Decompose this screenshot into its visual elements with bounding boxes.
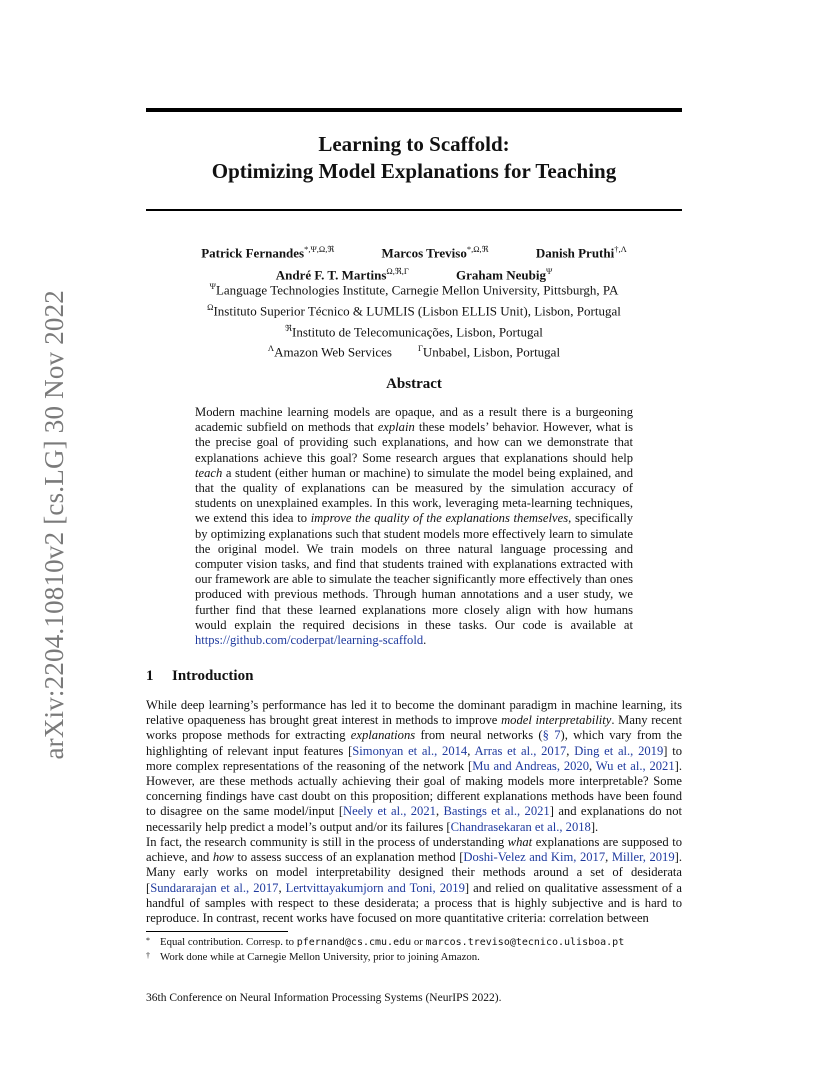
author-pruthi: Danish Pruthi$^{\dagger,\Lambda}$ <box>535 244 627 261</box>
intro-paragraph-2: In fact, the research community is still in the process of understanding what explanations are supposed to achieve, and how to assess success of an explanation method [Doshi-Velez and Kim, 2017, Miller, 2019]. Many early works on model interpretability designed their methods around a set of desiderata [Sundararajan et al., 2017, Lertvittayakumjorn and Toni, 2019] and relied on qualitative assessment of a handful of samples with respect to these desiderata; a process that is highly subjective and is hard to reproduce. In contrast, recent works have focused on more quantitative criteria: correlation between <box>146 835 683 926</box>
abstract-heading: Abstract <box>386 376 442 392</box>
affiliation-amazon-unbabel: $^\Lambda$Amazon Web Services $^\Gamma$Unbabel, Lisbon, Portugal <box>267 343 561 360</box>
citation-link[interactable]: Arras et al., 2017 <box>474 743 567 758</box>
footnote-equal-contribution: * Equal contribution. Corresp. to pfernand@cs.cmu.edu or marcos.treviso@tecnico.ulisboa.pt <box>146 936 625 948</box>
citation-link[interactable]: Neely et al., 2021 <box>343 804 436 819</box>
title-bottom-rule <box>146 209 682 211</box>
affiliation-ist: $^\Omega$Instituto Superior Técnico & LUMLIS (Lisbon ELLIS Unit), Lisbon, Portugal <box>207 301 621 319</box>
title-top-rule <box>146 108 682 112</box>
citation-link[interactable]: Simonyan et al., 2014 <box>352 743 468 758</box>
paper-title <box>146 131 682 185</box>
citation-link[interactable]: Miller, 2019 <box>611 850 675 865</box>
affiliation-it: $^ℜ$Instituto de Telecomunicações, Lisbon, Portugal <box>285 322 543 339</box>
citation-link[interactable]: Ding et al., 2019 <box>574 743 664 758</box>
title-line-2: Optimizing Model Explanations for Teaching <box>211 159 617 183</box>
arxiv-stamp <box>34 290 74 760</box>
affiliation-cmu: $^\Psi$Language Technologies Institute, Carnegie Mellon University, Pittsburgh, PA <box>209 281 619 298</box>
author-fernandes: Patrick Fernandes$^{*,\Psi,\Omega,ℜ}$ <box>201 244 335 261</box>
venue-footer: 36th Conference on Neural Information Processing Systems (NeurIPS 2022). <box>146 992 502 1004</box>
intro-paragraph-1: While deep learning’s performance has led it to become the dominant paradigm in machine learning, its relative opaqueness has brought great interest in methods to improve model interpretability. Many recent works propose methods for extracting explanations from neural networks (§ 7), which vary from the highlighting of relevant input features [Simonyan et al., 2014, Arras et al., 2017, Ding et al., 2019] to more complex representations of the reasoning of the network [Mu and Andreas, 2020, Wu et al., 2021]. However, are these methods actually achieving their goal of making models more interpretable? Some concerning findings have cast doubt on this proposition; different explanations methods have been found to disagree on the same model/input [Neely et al., 2021, Bastings et al., 2021] and explanations do not necessarily help predict a model’s output and/or its failures [Chandrasekaran et al., 2018]. <box>146 698 683 834</box>
author-neubig: Graham Neubig$^\Psi$ <box>456 266 553 283</box>
citation-link[interactable]: Lertvittayakumjorn and Toni, 2019 <box>285 880 465 895</box>
citation-link[interactable]: Doshi-Velez and Kim, 2017 <box>463 850 606 865</box>
email-treviso: marcos.treviso@tecnico.ulisboa.pt <box>425 937 625 948</box>
email-fernandes: pfernand@cs.cmu.edu <box>296 937 412 948</box>
citation-link[interactable]: Wu et al., 2021 <box>595 758 675 773</box>
section-heading-introduction: 1 Introduction <box>146 668 254 684</box>
title-line-1: Learning to Scaffold: <box>318 132 510 156</box>
citation-link[interactable]: Sundararajan et al., 2017 <box>150 880 279 895</box>
citation-link[interactable]: Bastings et al., 2021 <box>443 804 550 819</box>
arxiv-stamp-text: arXiv:2204.10810v2 [cs.LG] 30 Nov 2022 <box>38 290 69 760</box>
author-treviso: Marcos Treviso$^{*,\Omega,ℜ}$ <box>381 244 489 261</box>
citation-link[interactable]: Chandrasekaran et al., 2018 <box>450 819 591 834</box>
footnote-amazon: † Work done while at Carnegie Mellon University, prior to joining Amazon. <box>146 951 480 963</box>
affiliations <box>146 278 682 361</box>
footnote-rule <box>146 931 288 932</box>
code-link[interactable]: https://github.com/coderpat/learning-scaffold <box>195 633 424 648</box>
footnotes <box>146 935 682 964</box>
abstract-text: Modern machine learning models are opaque, and as a result there is a burgeoning academic subfield on methods that explain these models’ behavior. However, what is the precise goal of providing such explanations, and how can we demonstrate that explanations achieve this goal? Some research argues that explanations should help teach a student (either human or machine) to simulate the model being explained, and that the quality of explanations can be measured by the simulation accuracy of students on unexplained examples. In this work, leveraging meta-learning techniques, we extend this idea to improve the quality of the explanations themselves, specifically by optimizing explanations such that student models more effectively learn to simulate the original model. We train models on three natural language processing and computer vision tasks, and find that students trained with explanations extracted with our framework are able to simulate the teacher significantly more effectively than ones produced with previous methods. Through human annotations and a user study, we further find that these learned explanations more closely align with how humans would explain the required decisions in these tasks. Our code is available at https://github.com/coderpat/learning-scaffold. <box>195 405 633 648</box>
section-ref-link[interactable]: § 7 <box>542 728 561 743</box>
citation-link[interactable]: Mu and Andreas, 2020 <box>472 758 590 773</box>
author-martins: André F. T. Martins$^{\Omega,ℜ,\Gamma}$ <box>275 266 409 283</box>
